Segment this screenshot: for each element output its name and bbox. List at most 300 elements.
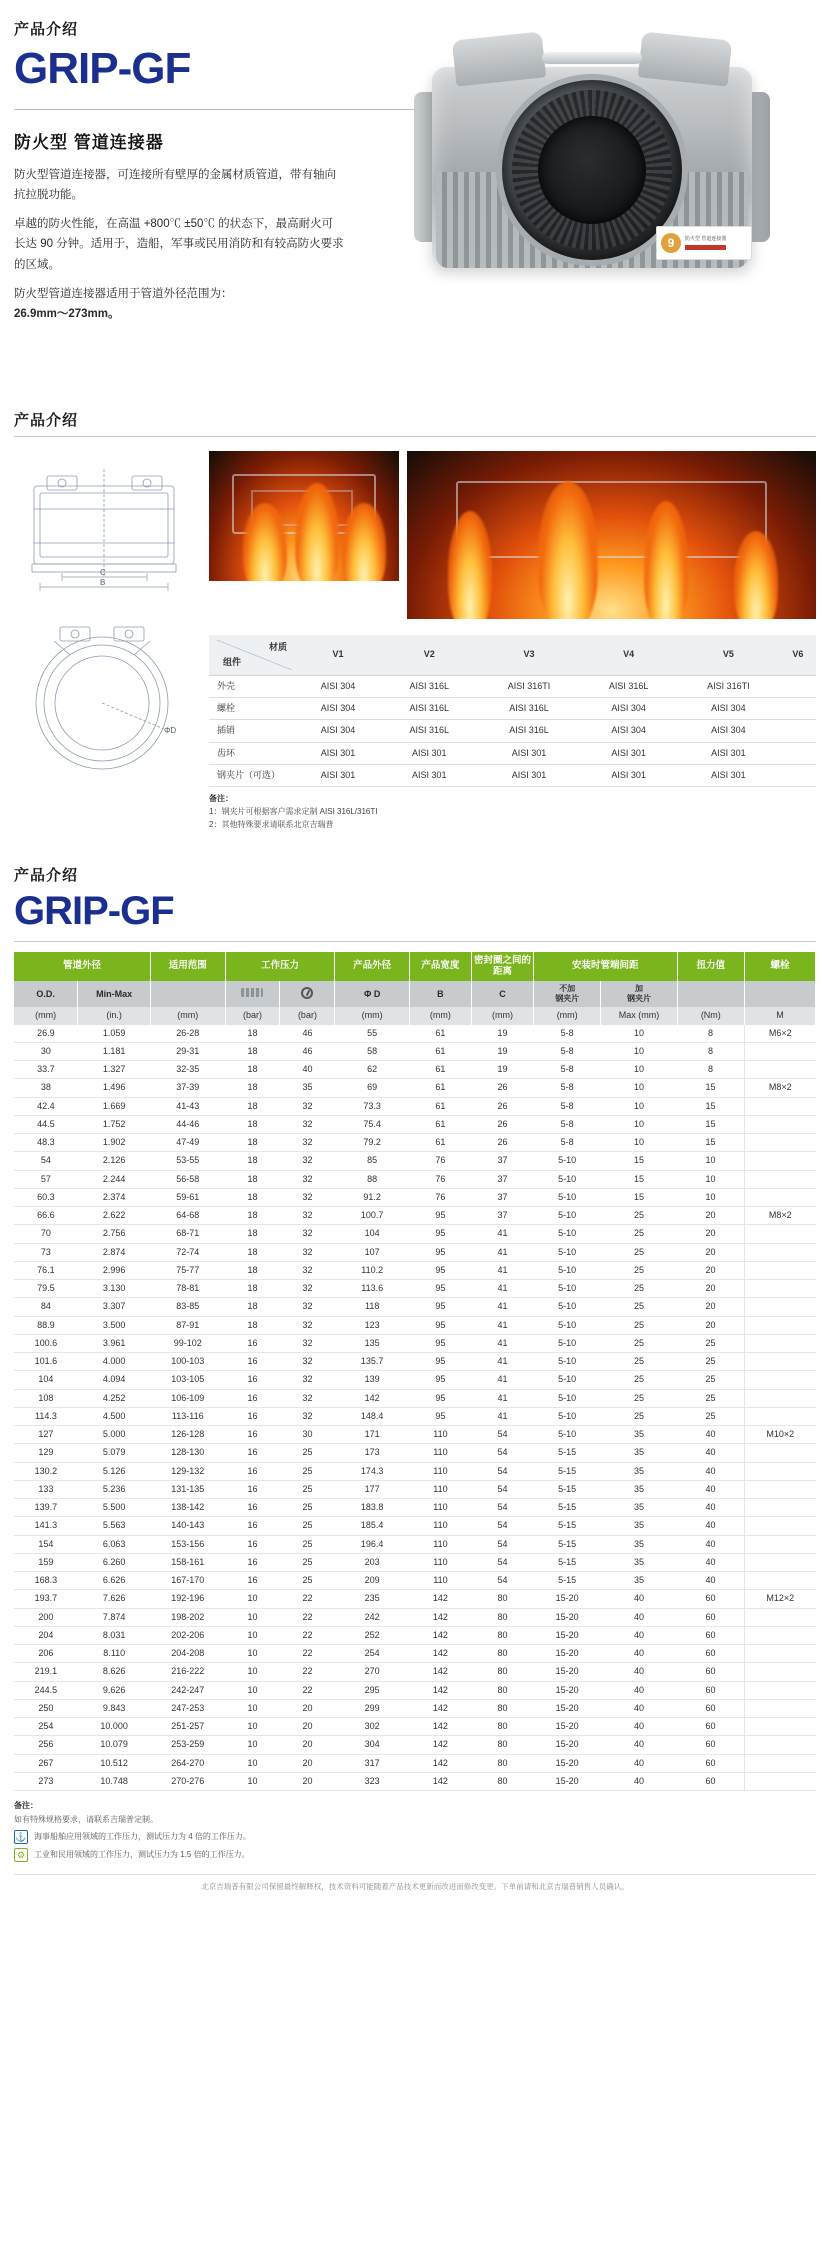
- spec-cell: 41: [471, 1280, 533, 1298]
- spec-cell: 40: [601, 1718, 677, 1736]
- spec-cell: 7.626: [78, 1590, 151, 1608]
- spec-cell: 139.7: [14, 1499, 78, 1517]
- spec-cell: 54: [471, 1572, 533, 1590]
- disclaimer: 北京吉瑞普有限公司保留最终解释权，技术资料可能随着产品技术更新而改进而修改变更。下单前请和北京吉瑞普销售人员确认。: [14, 1874, 816, 1894]
- spec-row: [14, 1316, 816, 1334]
- spec-sub-od: O.D.: [14, 981, 78, 1007]
- material-row: [209, 675, 816, 697]
- spec-cell: 20: [280, 1736, 335, 1754]
- spec-cell: 16: [225, 1553, 280, 1571]
- spec-row: [14, 1426, 816, 1444]
- spec-cell-bolt: [745, 1499, 816, 1517]
- spec-cell: 53-55: [151, 1152, 225, 1170]
- material-cell: AISI 301: [381, 742, 478, 764]
- spec-cell: 317: [335, 1754, 409, 1772]
- spec-cell: 16: [225, 1389, 280, 1407]
- material-col-v5: V5: [677, 635, 780, 676]
- spec-cell-bolt: [745, 1298, 816, 1316]
- spec-cell: 10: [601, 1025, 677, 1043]
- spec-row: [14, 1298, 816, 1316]
- spec-cell: 15-20: [534, 1590, 601, 1608]
- spec-row: [14, 1535, 816, 1553]
- footnote-marine-text: 海事船舶应用领域的工作压力，测试压力为 4 倍的工作压力。: [34, 1832, 251, 1842]
- spec-cell: 304: [335, 1736, 409, 1754]
- fire-photo-large: [407, 451, 816, 619]
- label-badge: 9: [661, 233, 681, 253]
- material-row: [209, 742, 816, 764]
- spec-cell: 95: [409, 1389, 471, 1407]
- spec-row: [14, 1663, 816, 1681]
- spec-cell: 142: [409, 1590, 471, 1608]
- spec-row: [14, 1170, 816, 1188]
- spec-cell-bolt: [745, 1444, 816, 1462]
- spec-cell: 142: [409, 1663, 471, 1681]
- spec-row: [14, 1371, 816, 1389]
- spec-cell: 110: [409, 1480, 471, 1498]
- material-col-v6: V6: [780, 635, 816, 676]
- spec-cell: 80: [471, 1754, 533, 1772]
- spec-cell: 59-61: [151, 1188, 225, 1206]
- spec-row: [14, 1572, 816, 1590]
- spec-cell: 20: [677, 1316, 744, 1334]
- divider-mid: [14, 436, 816, 437]
- spec-cell: 20: [677, 1298, 744, 1316]
- spec-cell: 200: [14, 1608, 78, 1626]
- spec-cell: 10: [225, 1718, 280, 1736]
- spec-cell: 2.996: [78, 1261, 151, 1279]
- spec-cell: 185.4: [335, 1517, 409, 1535]
- dimension-label-phid: ΦD: [164, 725, 177, 735]
- spec-section: [0, 854, 830, 1792]
- flame-3: [342, 503, 386, 581]
- spec-cell: 106-109: [151, 1389, 225, 1407]
- spec-cell: 78-81: [151, 1280, 225, 1298]
- spec-cell: 16: [225, 1480, 280, 1498]
- spec-cell: 18: [225, 1188, 280, 1206]
- spec-cell: 37: [471, 1188, 533, 1206]
- material-cell: AISI 316TI: [478, 675, 581, 697]
- spec-cell: 5-10: [534, 1152, 601, 1170]
- spec-cell: 55: [335, 1025, 409, 1043]
- spec-sub-with-clip: 加 钢夹片: [601, 981, 677, 1007]
- spec-cell: 123: [335, 1316, 409, 1334]
- spec-cell: 209: [335, 1572, 409, 1590]
- spec-cell: 32: [280, 1170, 335, 1188]
- spec-cell-bolt: [745, 1480, 816, 1498]
- spec-cell: 142: [409, 1772, 471, 1790]
- spec-cell: 46: [280, 1042, 335, 1060]
- spec-cell: 110.2: [335, 1261, 409, 1279]
- spec-unit-cell: (bar): [225, 1007, 280, 1024]
- flame-4: [448, 511, 492, 619]
- spec-unit-cell: (mm): [14, 1007, 78, 1024]
- spec-cell-bolt: [745, 1407, 816, 1425]
- spec-cell: 25: [280, 1480, 335, 1498]
- spec-cell: 154: [14, 1535, 78, 1553]
- spec-cell: 40: [601, 1736, 677, 1754]
- spec-group-header-row: [14, 952, 816, 982]
- spec-cell: 142: [409, 1699, 471, 1717]
- spec-cell: 5-10: [534, 1243, 601, 1261]
- technical-drawings: [14, 451, 199, 832]
- spec-cell-bolt: [745, 1608, 816, 1626]
- spec-cell: 95: [409, 1298, 471, 1316]
- spec-cell: 242-247: [151, 1681, 225, 1699]
- spec-cell: 18: [225, 1243, 280, 1261]
- spec-cell: 40: [601, 1645, 677, 1663]
- test-rig-outline-2: [456, 481, 767, 558]
- spec-cell: 5-8: [534, 1025, 601, 1043]
- spec-cell: 19: [471, 1061, 533, 1079]
- spec-group-bolt: 螺栓: [745, 952, 816, 982]
- material-row-label: 螺栓: [209, 698, 295, 720]
- spec-cell: 3.500: [78, 1316, 151, 1334]
- spec-cell: 16: [225, 1407, 280, 1425]
- spec-cell: 40: [601, 1699, 677, 1717]
- spec-cell: 128-130: [151, 1444, 225, 1462]
- spec-cell: 10: [677, 1188, 744, 1206]
- spec-row: [14, 1736, 816, 1754]
- spec-cell: 35: [601, 1444, 677, 1462]
- spec-sub-minmax: Min-Max: [78, 981, 151, 1007]
- spec-cell: 41: [471, 1389, 533, 1407]
- spec-cell: 60.3: [14, 1188, 78, 1206]
- material-cell: AISI 304: [580, 698, 677, 720]
- material-cell: AISI 301: [580, 764, 677, 786]
- spec-unit-header-row: [14, 1007, 816, 1024]
- spec-cell: 8: [677, 1025, 744, 1043]
- fire-test-photo-2: [407, 451, 816, 627]
- spec-row: [14, 1681, 816, 1699]
- spec-cell: 54: [471, 1499, 533, 1517]
- spec-cell: 15-20: [534, 1645, 601, 1663]
- spec-cell: 18: [225, 1280, 280, 1298]
- spec-cell: 254: [14, 1718, 78, 1736]
- material-cell: AISI 301: [295, 764, 381, 786]
- spec-cell-bolt: M6×2: [745, 1025, 816, 1043]
- spec-cell-bolt: [745, 1736, 816, 1754]
- spec-cell: 37: [471, 1152, 533, 1170]
- spec-cell-bolt: [745, 1097, 816, 1115]
- spec-row: [14, 1407, 816, 1425]
- spec-cell: 18: [225, 1097, 280, 1115]
- spec-cell: 5-10: [534, 1225, 601, 1243]
- spec-cell: 72-74: [151, 1243, 225, 1261]
- material-col-v4: V4: [580, 635, 677, 676]
- spec-cell: 25: [280, 1517, 335, 1535]
- spec-cell: 70: [14, 1225, 78, 1243]
- divider-spec: [14, 941, 816, 942]
- spec-group-outer-dia: 产品外径: [335, 952, 409, 982]
- spec-cell-bolt: M10×2: [745, 1426, 816, 1444]
- spec-cell: 73.3: [335, 1097, 409, 1115]
- spec-row: [14, 1444, 816, 1462]
- spec-cell: 10: [225, 1754, 280, 1772]
- label-bar: [685, 245, 726, 250]
- spec-cell: 130.2: [14, 1462, 78, 1480]
- spec-cell: 32-35: [151, 1061, 225, 1079]
- spec-cell: 7.874: [78, 1608, 151, 1626]
- spec-cell: 62: [335, 1061, 409, 1079]
- spec-cell: 10: [225, 1645, 280, 1663]
- material-cell: [780, 675, 816, 697]
- spec-row: [14, 1243, 816, 1261]
- brand-title: GRIP-GF: [14, 44, 191, 93]
- spec-cell: 25: [601, 1207, 677, 1225]
- spec-cell-bolt: [745, 1261, 816, 1279]
- spec-cell: 5-10: [534, 1334, 601, 1352]
- material-cell: AISI 316L: [381, 698, 478, 720]
- spec-cell-bolt: [745, 1225, 816, 1243]
- spec-cell: 270: [335, 1663, 409, 1681]
- spec-cell: 5-15: [534, 1480, 601, 1498]
- spec-cell: 10: [601, 1097, 677, 1115]
- spec-cell: 4.000: [78, 1353, 151, 1371]
- spec-cell: 20: [677, 1280, 744, 1298]
- spec-cell: 25: [677, 1371, 744, 1389]
- section-heading-intro: 产品介绍: [14, 21, 79, 38]
- spec-cell: 25: [601, 1407, 677, 1425]
- spec-cell: 40: [601, 1663, 677, 1681]
- material-cell: AISI 316L: [580, 675, 677, 697]
- material-cell: AISI 301: [677, 764, 780, 786]
- spec-cell: 35: [601, 1535, 677, 1553]
- spec-row: [14, 1608, 816, 1626]
- spec-cell: 48.3: [14, 1134, 78, 1152]
- spec-cell-bolt: [745, 1517, 816, 1535]
- spec-group-pressure: 工作压力: [225, 952, 335, 982]
- spec-cell: 127: [14, 1426, 78, 1444]
- anchor-icon: ⚓: [14, 1830, 28, 1844]
- spec-cell: 37-39: [151, 1079, 225, 1097]
- spec-cell: 42.4: [14, 1097, 78, 1115]
- spec-cell: 18: [225, 1298, 280, 1316]
- spec-cell-bolt: [745, 1535, 816, 1553]
- spec-cell: 25: [601, 1389, 677, 1407]
- spec-cell: 10: [225, 1681, 280, 1699]
- side-view-drawing: [14, 451, 199, 601]
- spec-cell: 46: [280, 1025, 335, 1043]
- spec-cell: 142: [409, 1736, 471, 1754]
- spec-cell: 61: [409, 1042, 471, 1060]
- spec-cell: 5.563: [78, 1517, 151, 1535]
- spec-cell: 40: [677, 1499, 744, 1517]
- spec-cell: 15: [677, 1134, 744, 1152]
- spec-cell: 2.874: [78, 1243, 151, 1261]
- spec-row: [14, 1718, 816, 1736]
- spec-cell: 54: [471, 1535, 533, 1553]
- spec-row: [14, 1097, 816, 1115]
- spec-cell: 10: [225, 1663, 280, 1681]
- spec-cell: 41: [471, 1298, 533, 1316]
- divider-top: [14, 109, 434, 110]
- spec-sub-torque-blank: [677, 981, 744, 1007]
- spec-cell: 38: [14, 1079, 78, 1097]
- spec-cell: 20: [280, 1754, 335, 1772]
- spec-cell: 15: [677, 1115, 744, 1133]
- spec-cell: 18: [225, 1225, 280, 1243]
- spec-cell: 22: [280, 1608, 335, 1626]
- spec-cell: 110: [409, 1535, 471, 1553]
- spec-cell: 110: [409, 1517, 471, 1535]
- material-cell: AISI 304: [677, 720, 780, 742]
- material-table-wrapper: [209, 635, 816, 832]
- spec-cell: 80: [471, 1663, 533, 1681]
- pipe-icon: [225, 981, 280, 1007]
- spec-cell: 40: [677, 1517, 744, 1535]
- dimension-label-c: C: [100, 567, 106, 577]
- spec-cell: 1.327: [78, 1061, 151, 1079]
- spec-row: [14, 1225, 816, 1243]
- spec-cell: 95: [409, 1243, 471, 1261]
- intro-p3-range: 26.9mm～273mm。: [14, 307, 120, 320]
- spec-row: [14, 1517, 816, 1535]
- spec-cell: 20: [280, 1718, 335, 1736]
- spec-cell: 22: [280, 1590, 335, 1608]
- spec-cell: 54: [471, 1426, 533, 1444]
- spec-cell: 25: [677, 1407, 744, 1425]
- gear-icon: ⚙: [14, 1848, 28, 1862]
- spec-cell: 4.094: [78, 1371, 151, 1389]
- spec-cell: 40: [601, 1772, 677, 1790]
- spec-cell: 16: [225, 1462, 280, 1480]
- spec-cell: 10.079: [78, 1736, 151, 1754]
- spec-cell: 95: [409, 1316, 471, 1334]
- section-heading-spec: 产品介绍: [14, 866, 79, 884]
- spec-cell: 104: [335, 1225, 409, 1243]
- spec-cell-bolt: [745, 1626, 816, 1644]
- spec-cell: 1.181: [78, 1042, 151, 1060]
- spec-cell: 25: [677, 1353, 744, 1371]
- spec-cell: 10: [225, 1590, 280, 1608]
- spec-unit-cell: Max (mm): [601, 1007, 677, 1024]
- spec-cell-bolt: [745, 1316, 816, 1334]
- spec-cell: 5-10: [534, 1371, 601, 1389]
- spec-cell: 40: [601, 1626, 677, 1644]
- material-cell: AISI 301: [478, 764, 581, 786]
- spec-unit-cell: (mm): [534, 1007, 601, 1024]
- spec-cell: 54: [471, 1480, 533, 1498]
- spec-cell: 32: [280, 1097, 335, 1115]
- spec-cell: 5-8: [534, 1115, 601, 1133]
- material-cell: AISI 316L: [478, 698, 581, 720]
- spec-cell: 174.3: [335, 1462, 409, 1480]
- spec-cell: 60: [677, 1699, 744, 1717]
- spec-cell: 26-28: [151, 1025, 225, 1043]
- spec-cell: 302: [335, 1718, 409, 1736]
- spec-cell: 2.126: [78, 1152, 151, 1170]
- spec-sub-no-clip: 不加 钢夹片: [534, 981, 601, 1007]
- spec-cell: 5.000: [78, 1426, 151, 1444]
- spec-cell: 247-253: [151, 1699, 225, 1717]
- spec-cell: 80: [471, 1772, 533, 1790]
- spec-cell: 19: [471, 1042, 533, 1060]
- material-cell: AISI 301: [478, 742, 581, 764]
- spec-row: [14, 1188, 816, 1206]
- spec-cell: 10: [601, 1042, 677, 1060]
- spec-cell: 26.9: [14, 1025, 78, 1043]
- spec-cell: 95: [409, 1407, 471, 1425]
- spec-cell: 40: [677, 1572, 744, 1590]
- spec-cell: 56-58: [151, 1170, 225, 1188]
- spec-cell: 54: [471, 1462, 533, 1480]
- material-col-v3: V3: [478, 635, 581, 676]
- spec-cell: 32: [280, 1407, 335, 1425]
- spec-cell: 35: [601, 1462, 677, 1480]
- material-cell: AISI 304: [677, 698, 780, 720]
- spec-cell: 142: [335, 1389, 409, 1407]
- gauge-icon: [280, 981, 335, 1007]
- spec-cell: 40: [677, 1462, 744, 1480]
- footnote-industrial: [14, 1848, 816, 1862]
- spec-cell: 32: [280, 1353, 335, 1371]
- spec-cell: 2.244: [78, 1170, 151, 1188]
- flame-5: [538, 481, 598, 619]
- spec-cell: 25: [280, 1444, 335, 1462]
- spec-cell: 99-102: [151, 1334, 225, 1352]
- spec-cell: 80: [471, 1681, 533, 1699]
- spec-cell: 16: [225, 1353, 280, 1371]
- spec-cell: 85: [335, 1152, 409, 1170]
- spec-cell: 250: [14, 1699, 78, 1717]
- spec-cell: 148.4: [335, 1407, 409, 1425]
- technical-section: [0, 393, 830, 832]
- spec-row: [14, 1462, 816, 1480]
- spec-cell: 110: [409, 1499, 471, 1517]
- spec-cell: 25: [280, 1499, 335, 1517]
- spec-cell: 10: [601, 1061, 677, 1079]
- spec-cell: 61: [409, 1097, 471, 1115]
- spec-cell: 30: [280, 1426, 335, 1444]
- material-cell: AISI 304: [295, 720, 381, 742]
- spec-cell: 16: [225, 1334, 280, 1352]
- spec-cell-bolt: M8×2: [745, 1079, 816, 1097]
- spec-cell: 64-68: [151, 1207, 225, 1225]
- spec-cell: 8: [677, 1061, 744, 1079]
- spec-cell: 54: [14, 1152, 78, 1170]
- spec-cell: 32: [280, 1115, 335, 1133]
- flame-7: [734, 531, 778, 619]
- spec-cell: 76: [409, 1188, 471, 1206]
- product-photo: [382, 22, 802, 322]
- spec-cell: 198-202: [151, 1608, 225, 1626]
- spec-cell-bolt: [745, 1334, 816, 1352]
- spec-cell-bolt: [745, 1152, 816, 1170]
- spec-cell: 35: [601, 1572, 677, 1590]
- spec-cell: 158-161: [151, 1553, 225, 1571]
- spec-cell: 5-15: [534, 1499, 601, 1517]
- spec-row: [14, 1079, 816, 1097]
- spec-cell: 87-91: [151, 1316, 225, 1334]
- spec-cell: 41: [471, 1353, 533, 1371]
- spec-cell: 5-10: [534, 1353, 601, 1371]
- spec-cell: 35: [280, 1079, 335, 1097]
- spec-cell: 83-85: [151, 1298, 225, 1316]
- spec-row: [14, 1042, 816, 1060]
- spec-cell: 204: [14, 1626, 78, 1644]
- spec-cell: 8.626: [78, 1663, 151, 1681]
- intro-p3-prefix: 防火型管道连接器适用于管道外径范围为：: [14, 287, 233, 300]
- spec-sub-b: B: [409, 981, 471, 1007]
- spec-cell: 80: [471, 1590, 533, 1608]
- spec-cell: 15-20: [534, 1718, 601, 1736]
- spec-cell: 10: [225, 1626, 280, 1644]
- spec-cell: 252: [335, 1626, 409, 1644]
- spec-cell-bolt: [745, 1699, 816, 1717]
- spec-cell: 9.843: [78, 1699, 151, 1717]
- spec-cell: 15-20: [534, 1754, 601, 1772]
- spec-cell: 25: [280, 1553, 335, 1571]
